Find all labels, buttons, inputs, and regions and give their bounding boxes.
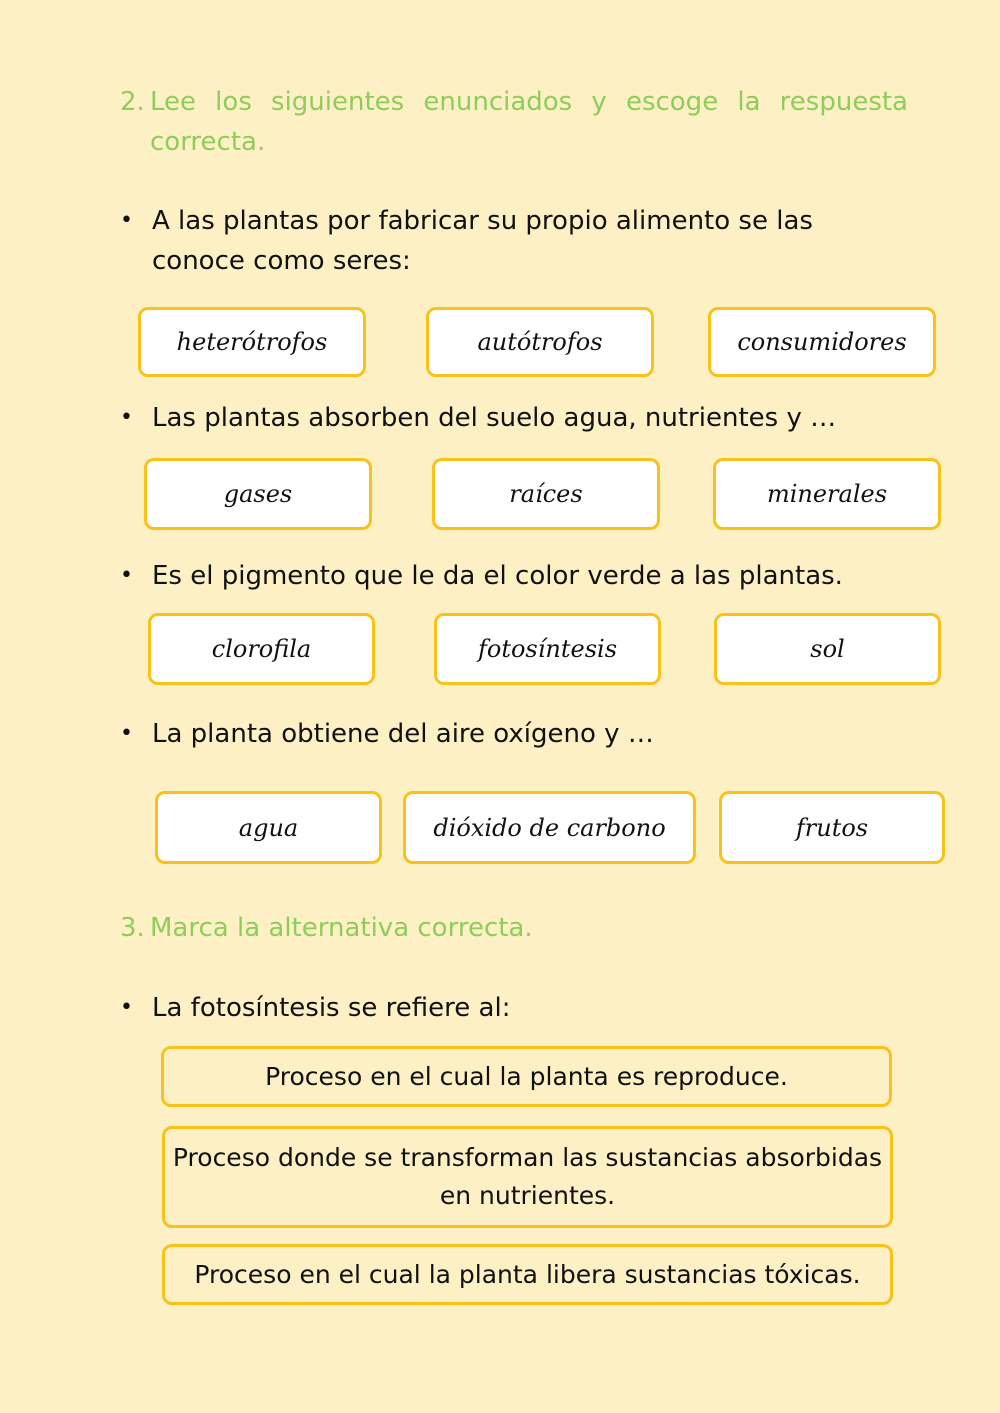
question-3: [120, 556, 910, 596]
q1-option-consumidores[interactable]: consumidores: [708, 307, 936, 377]
q2-option-raices[interactable]: raíces: [432, 458, 660, 530]
question-1: [120, 201, 910, 281]
bullet-icon: •: [120, 208, 133, 233]
q4-option-agua[interactable]: agua: [155, 791, 382, 864]
question-4: [120, 714, 910, 754]
section-2-heading: [120, 82, 908, 162]
bullet-icon: •: [120, 995, 133, 1020]
question-4-text: La planta obtiene del aire oxígeno y …: [152, 719, 654, 749]
bullet-icon: •: [120, 721, 133, 746]
q2-option-gases[interactable]: gases: [144, 458, 372, 530]
q1-option-autotrofos[interactable]: autótrofos: [426, 307, 654, 377]
question-5-text: La fotosíntesis se refiere al:: [152, 993, 511, 1023]
q3-option-clorofila[interactable]: clorofila: [148, 613, 375, 685]
question-1-text: A las plantas por fabricar su propio alimento se las conoce como seres:: [152, 206, 813, 276]
bullet-icon: •: [120, 563, 133, 588]
q3-option-fotosintesis[interactable]: fotosíntesis: [434, 613, 661, 685]
q2-option-minerales[interactable]: minerales: [713, 458, 941, 530]
question-5: [120, 988, 910, 1028]
question-3-text: Es el pigmento que le da el color verde a las plantas.: [152, 561, 843, 591]
q4-option-frutos[interactable]: frutos: [719, 791, 945, 864]
q1-option-heterotrofos[interactable]: heterótrofos: [138, 307, 366, 377]
bullet-icon: •: [120, 405, 133, 430]
section-3-number: 3.: [120, 913, 145, 943]
question-2: [120, 398, 910, 438]
section-2-instruction: Lee los siguientes enunciados y escoge la respuesta correcta.: [150, 87, 908, 157]
alternative-3[interactable]: Proceso en el cual la planta libera sustancias tóxicas.: [162, 1244, 893, 1305]
section-2-number: 2.: [120, 87, 145, 117]
alternative-2[interactable]: Proceso donde se transforman las sustancias absorbidas en nutrientes.: [162, 1126, 893, 1228]
question-2-text: Las plantas absorben del suelo agua, nutrientes y …: [152, 403, 837, 433]
section-3-heading: [120, 908, 908, 948]
q4-option-dioxido-de-carbono[interactable]: dióxido de carbono: [403, 791, 696, 864]
q3-option-sol[interactable]: sol: [714, 613, 941, 685]
alternative-1[interactable]: Proceso en el cual la planta es reproduce.: [161, 1046, 892, 1107]
section-3-instruction: Marca la alternativa correcta.: [150, 913, 533, 943]
